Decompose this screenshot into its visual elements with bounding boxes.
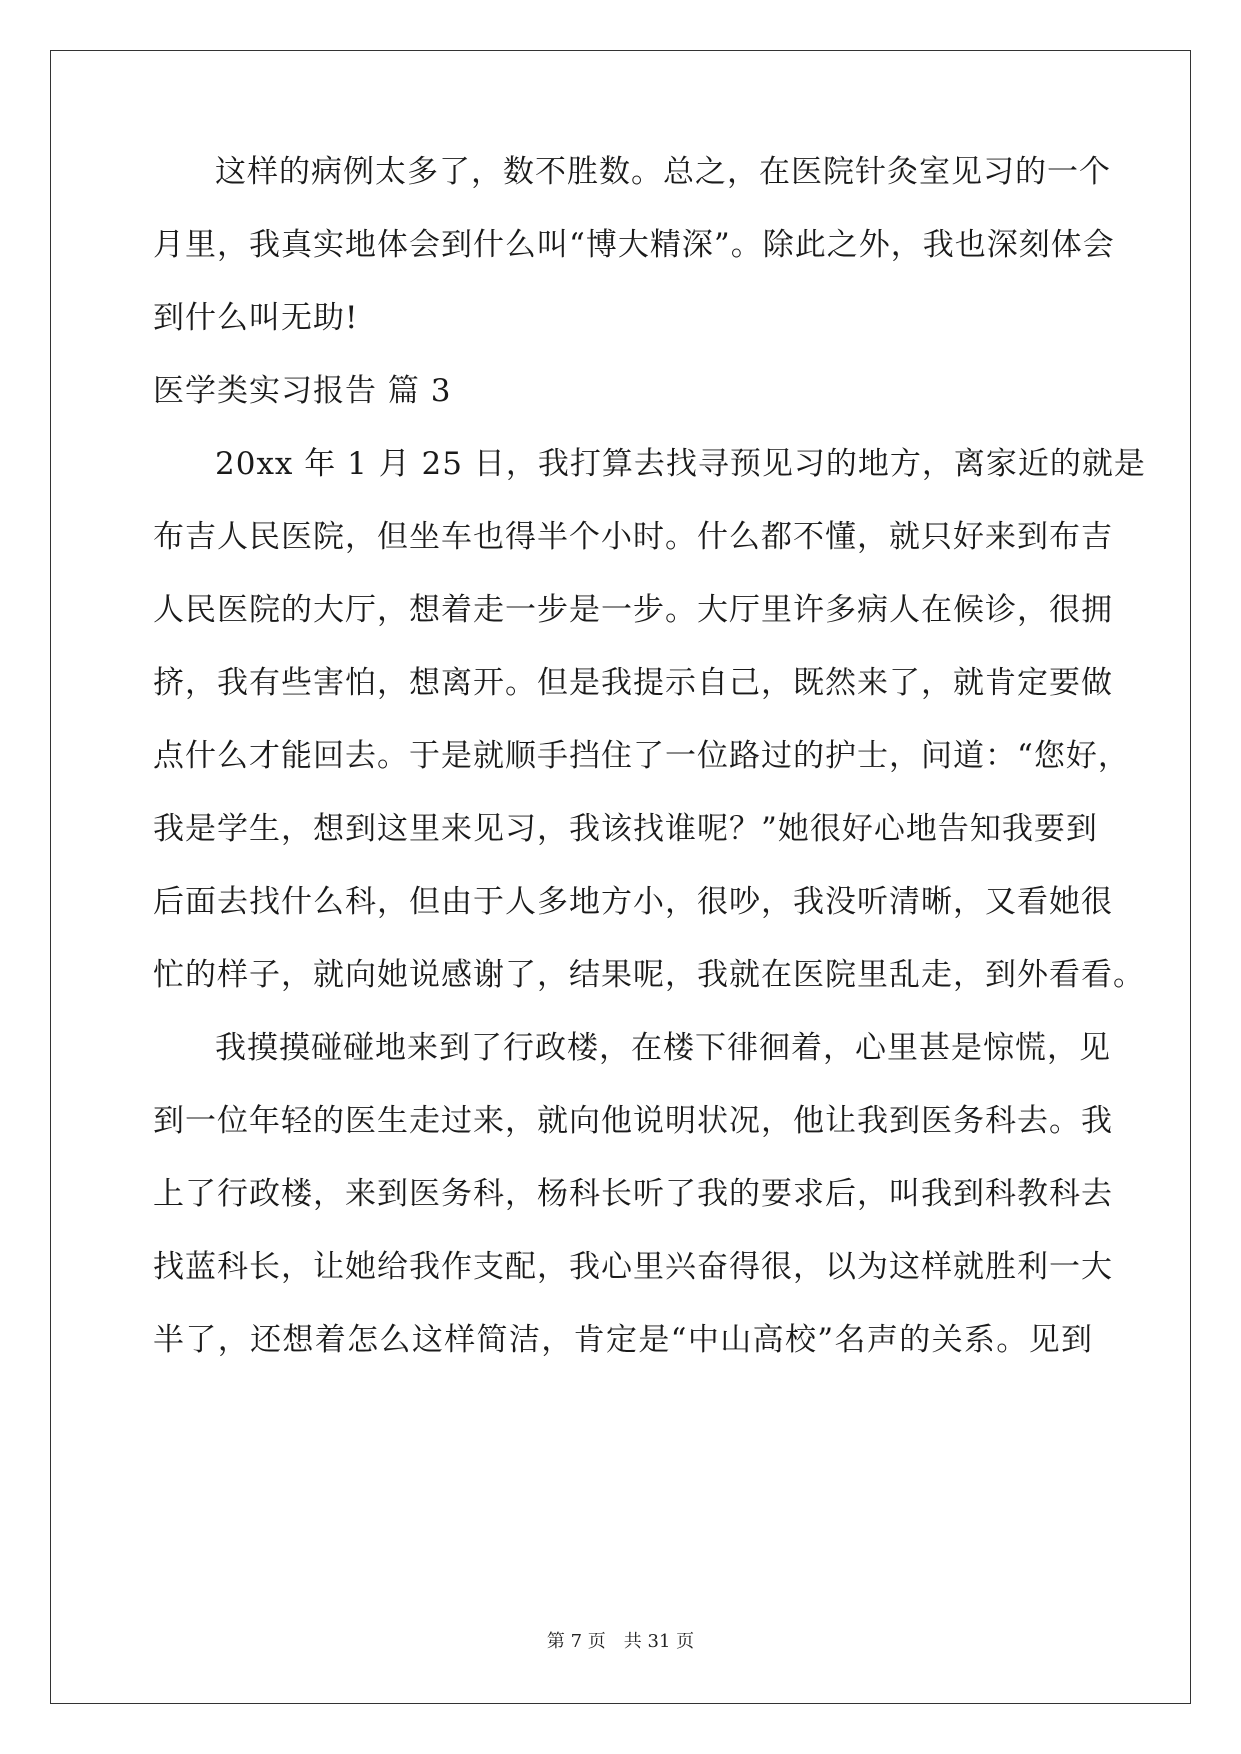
text-line: 我是学生，想到这里来见习，我该找谁呢？”她很好心地告知我要到 bbox=[153, 811, 1098, 847]
text-line: 上了行政楼，来到医务科，杨科长听了我的要求后，叫我到科教科去 bbox=[153, 1176, 1113, 1212]
text-line: 20xx 年 1 月 25 日，我打算去找寻预见习的地方，离家近的就是 bbox=[215, 446, 1146, 482]
page-number: 第 7 页 bbox=[546, 1631, 606, 1652]
text-line: 到一位年轻的医生走过来，就向他说明状况，他让我到医务科去。我 bbox=[153, 1103, 1113, 1139]
page-total: 共 31 页 bbox=[623, 1631, 695, 1652]
text-line: 点什么才能回去。于是就顺手挡住了一位路过的护士，问道：“您好， bbox=[153, 738, 1130, 774]
text-line: 忙的样子，就向她说感谢了，结果呢，我就在医院里乱走，到外看看。 bbox=[153, 957, 1145, 993]
text-line: 我摸摸碰碰地来到了行政楼，在楼下徘徊着，心里甚是惊慌，见 bbox=[215, 1030, 1111, 1066]
section-heading: 医学类实习报告 篇 3 bbox=[153, 373, 452, 409]
text-line: 后面去找什么科，但由于人多地方小，很吵，我没听清晰，又看她很 bbox=[153, 884, 1113, 920]
text-line: 人民医院的大厅，想着走一步是一步。大厅里许多病人在候诊，很拥 bbox=[153, 592, 1113, 628]
page-footer bbox=[0, 1630, 1241, 1654]
text-line: 找蓝科长，让她给我作支配，我心里兴奋得很，以为这样就胜利一大 bbox=[153, 1249, 1113, 1285]
text-line: 月里，我真实地体会到什么叫“博大精深”。除此之外，我也深刻体会 bbox=[153, 227, 1115, 263]
text-line: 挤，我有些害怕，想离开。但是我提示自己，既然来了，就肯定要做 bbox=[153, 665, 1113, 701]
text-line: 布吉人民医院，但坐车也得半个小时。什么都不懂，就只好来到布吉 bbox=[153, 519, 1113, 555]
text-line: 这样的病例太多了，数不胜数。总之，在医院针灸室见习的一个 bbox=[215, 154, 1111, 190]
text-line: 半了，还想着怎么这样简洁，肯定是“中山高校”名声的关系。见到 bbox=[153, 1322, 1093, 1358]
text-line: 到什么叫无助! bbox=[153, 300, 359, 336]
